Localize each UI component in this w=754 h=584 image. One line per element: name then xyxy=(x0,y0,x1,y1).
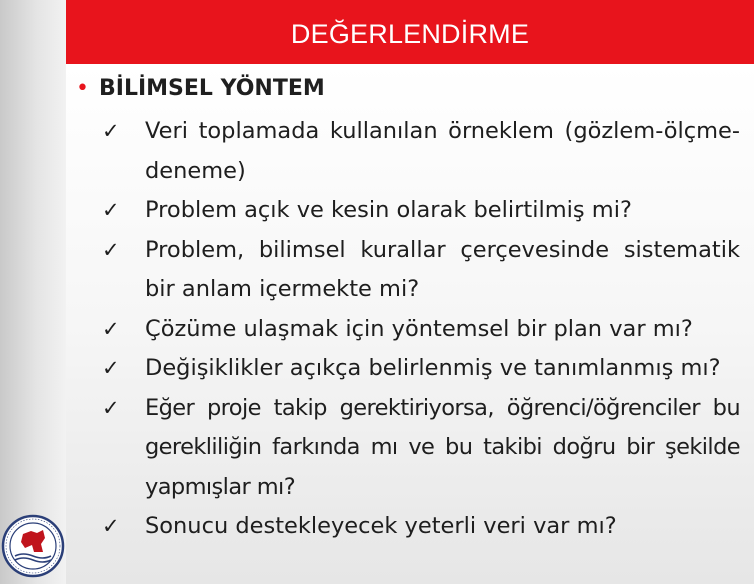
section-heading xyxy=(76,76,325,101)
list-item-text: Eğer proje takip gerektiriyorsa, öğrenci/öğrenciler bu gerekliliğin farkında mı ve bu takibi doğru bir şekilde yapmışlar mı? xyxy=(145,394,740,500)
list-item-text: Veri toplamada kullanılan örneklem (gözlem-ölçme-deneme) xyxy=(145,118,740,184)
criteria-list xyxy=(100,112,740,547)
checkmark-icon: ✓ xyxy=(102,395,119,420)
checkmark-icon: ✓ xyxy=(102,356,120,380)
list-item-text: Sonucu destekleyecek yeterli veri var mı? xyxy=(145,513,617,539)
list-item xyxy=(100,112,740,191)
list-item-text: Çözüme ulaşmak için yöntemsel bir plan var mı? xyxy=(145,315,693,342)
slide-content xyxy=(66,64,754,584)
list-item-text: Problem açık ve kesin olarak belirtilmiş mi? xyxy=(145,197,632,223)
checkmark-icon: ✓ xyxy=(102,198,120,222)
checkmark-icon: ✓ xyxy=(102,316,120,341)
checkmark-icon: ✓ xyxy=(102,237,120,262)
heading-text: BİLİMSEL YÖNTEM xyxy=(98,76,325,101)
list-item xyxy=(100,191,740,231)
slide-title: DEĞERLENDİRME xyxy=(290,18,530,49)
title-bar xyxy=(66,0,754,64)
list-item-text: Değişiklikler açıkça belirlenmiş ve tanımlanmış mı? xyxy=(145,355,721,381)
university-seal-icon xyxy=(1,514,65,578)
list-item xyxy=(100,310,740,350)
checkmark-icon: ✓ xyxy=(102,119,120,143)
left-margin-strip xyxy=(0,0,66,584)
list-item xyxy=(100,231,740,310)
checkmark-icon: ✓ xyxy=(102,514,120,538)
list-item xyxy=(100,349,740,389)
heading-bullet-icon: • xyxy=(76,76,89,101)
list-item xyxy=(100,389,740,508)
list-item-text: Problem, bilimsel kurallar çerçevesinde sistematik bir anlam içermekte mi? xyxy=(145,236,740,302)
list-item xyxy=(100,507,740,547)
